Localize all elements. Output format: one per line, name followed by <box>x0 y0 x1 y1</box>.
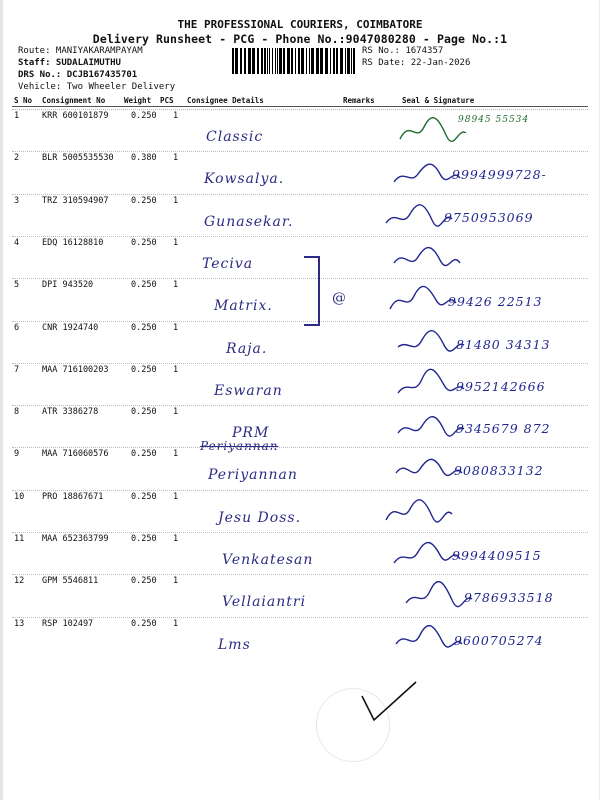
weight-value: 0.250 <box>131 196 157 206</box>
pieces-count: 1 <box>173 407 179 417</box>
consignment-number: EDQ 16128810 <box>42 238 104 248</box>
phone-number-note: 9952142666 <box>456 379 546 394</box>
table-row <box>0 280 600 322</box>
consignee-handwritten-name: Lms <box>218 637 251 653</box>
phone-number-note: 9994999728- <box>452 167 547 182</box>
table-row <box>0 407 600 453</box>
weight-value: 0.250 <box>131 407 157 417</box>
tick-mark <box>360 680 420 740</box>
consignee-handwritten-name: Eswaran <box>214 383 283 399</box>
signature-scribble <box>392 240 462 274</box>
consignment-number: PRO 18867671 <box>42 492 104 502</box>
weight-value: 0.250 <box>131 365 157 375</box>
consignment-number: MAA 652363799 <box>42 534 109 544</box>
barcode-image <box>232 48 356 74</box>
pieces-count: 1 <box>173 153 179 163</box>
row-divider <box>12 194 588 195</box>
weight-value: 0.250 <box>131 280 157 290</box>
consignee-handwritten-name: Raja. <box>226 341 268 357</box>
weight-value: 0.250 <box>131 238 157 248</box>
phone-number-note: 9786933518 <box>464 590 554 605</box>
pieces-count: 1 <box>173 576 179 586</box>
row-divider <box>12 532 588 533</box>
table-row <box>0 323 600 365</box>
row-divider <box>12 278 588 279</box>
weight-value: 0.250 <box>131 449 157 459</box>
weight-value: 0.250 <box>131 619 157 629</box>
col-header-pcs: PCS <box>160 96 174 105</box>
phone-number-note: 99426 22513 <box>448 294 543 309</box>
pieces-count: 1 <box>173 238 179 248</box>
pieces-count: 1 <box>173 365 179 375</box>
serial-number: 7 <box>14 365 20 375</box>
table-row <box>0 196 600 238</box>
serial-number: 5 <box>14 280 20 290</box>
consignment-number: MAA 716060576 <box>42 449 109 459</box>
pieces-count: 1 <box>173 111 179 121</box>
rs-date: RS Date: 22-Jan-2026 <box>362 58 471 68</box>
staff-label: Staff: SUDALAIMUTHU <box>18 58 121 68</box>
pieces-count: 1 <box>173 280 179 290</box>
phone-number-note: 81480 34313 <box>456 337 551 352</box>
consignee-handwritten-name: Periyannan <box>208 467 298 483</box>
drs-label: DRS No.: DCJB167435701 <box>18 70 138 80</box>
pieces-count: 1 <box>173 196 179 206</box>
table-row <box>0 619 600 661</box>
serial-number: 12 <box>14 576 25 586</box>
col-header-remarks: Remarks <box>343 96 375 105</box>
weight-value: 0.250 <box>131 534 157 544</box>
consignee-handwritten-name: PRM <box>232 425 270 441</box>
table-row <box>0 534 600 576</box>
phone-number-note: 9994409515 <box>452 548 542 563</box>
row-divider <box>12 490 588 491</box>
pieces-count: 1 <box>173 492 179 502</box>
consignment-number: ATR 3386278 <box>42 407 99 417</box>
phone-number-note: 9080833132 <box>454 463 544 478</box>
table-row <box>0 111 600 153</box>
serial-number: 3 <box>14 196 20 206</box>
row-divider <box>12 574 588 575</box>
table-row <box>0 449 600 491</box>
serial-number: 2 <box>14 153 20 163</box>
weight-value: 0.250 <box>131 492 157 502</box>
weight-value: 0.380 <box>131 153 157 163</box>
company-title: THE PROFESSIONAL COURIERS, COIMBATORE <box>177 18 423 31</box>
serial-number: 10 <box>14 492 25 502</box>
weight-value: 0.250 <box>131 323 157 333</box>
serial-number: 6 <box>14 323 20 333</box>
consignment-number: DPI 943520 <box>42 280 94 290</box>
consignment-number: CNR 1924740 <box>42 323 99 333</box>
col-header-consignee: Consignee Details <box>187 96 264 105</box>
weight-value: 0.250 <box>131 576 157 586</box>
signature-scribble <box>384 494 454 528</box>
pieces-count: 1 <box>173 619 179 629</box>
runsheet-subtitle: Delivery Runsheet - PCG - Phone No.:9047080280 - Page No.:1 <box>92 32 508 46</box>
bracket-mark <box>304 256 320 326</box>
consignment-number: BLR 5005535530 <box>42 153 114 163</box>
consignment-number: RSP 102497 <box>42 619 94 629</box>
consignee-handwritten-name: Venkatesan <box>222 552 314 568</box>
route-label: Route: MANIYAKARAMPAYAM <box>18 46 143 56</box>
consignment-number: KRR 600101879 <box>42 111 109 121</box>
consignee-handwritten-name: Matrix. <box>214 298 273 314</box>
pieces-count: 1 <box>173 534 179 544</box>
row-divider <box>12 405 588 406</box>
serial-number: 4 <box>14 238 20 248</box>
rs-number: RS No.: 1674357 <box>362 46 444 56</box>
serial-number: 11 <box>14 534 25 544</box>
row-divider <box>12 617 588 618</box>
table-row <box>0 238 600 280</box>
circled-mark: @ <box>332 290 347 306</box>
serial-number: 9 <box>14 449 20 459</box>
consignee-handwritten-name: Kowsalya. <box>204 171 285 187</box>
consignee-handwritten-name: Vellaiantri <box>222 594 307 610</box>
table-row <box>0 576 600 618</box>
header-divider <box>12 106 588 107</box>
consignment-number: MAA 716100203 <box>42 365 109 375</box>
table-row <box>0 153 600 195</box>
table-row <box>0 365 600 407</box>
table-row <box>0 492 600 534</box>
row-divider <box>12 236 588 237</box>
serial-number: 8 <box>14 407 20 417</box>
phone-number-note: 9750953069 <box>444 210 534 225</box>
row-divider <box>12 321 588 322</box>
col-header-consignment: Consignment No <box>42 96 106 105</box>
row-divider <box>12 151 588 152</box>
consignee-handwritten-name: Gunasekar. <box>204 214 294 230</box>
consignee-handwritten-name: Teciva <box>202 256 254 272</box>
phone-number-note: 9600705274 <box>454 633 544 648</box>
consignment-number: GPM 5546811 <box>42 576 99 586</box>
weight-value: 0.250 <box>131 111 157 121</box>
phone-number-note: 98945 55534 <box>458 115 530 125</box>
col-header-weight: Weight <box>124 96 152 105</box>
consignee-handwritten-name: Classic <box>206 129 264 145</box>
pieces-count: 1 <box>173 449 179 459</box>
serial-number: 13 <box>14 619 25 629</box>
row-divider <box>12 109 588 110</box>
pieces-count: 1 <box>173 323 179 333</box>
row-divider <box>12 363 588 364</box>
row-divider <box>12 447 588 448</box>
col-header-sno: S No <box>14 96 33 105</box>
vehicle-label: Vehicle: Two Wheeler Delivery <box>18 82 176 92</box>
struck-consignee-name: Periyannan <box>200 439 279 453</box>
phone-number-note: 9345679 872 <box>456 421 551 436</box>
consignment-number: TRZ 310594907 <box>42 196 109 206</box>
serial-number: 1 <box>14 111 20 121</box>
col-header-seal-signature: Seal & Signature <box>402 96 475 105</box>
consignee-handwritten-name: Jesu Doss. <box>218 510 302 526</box>
